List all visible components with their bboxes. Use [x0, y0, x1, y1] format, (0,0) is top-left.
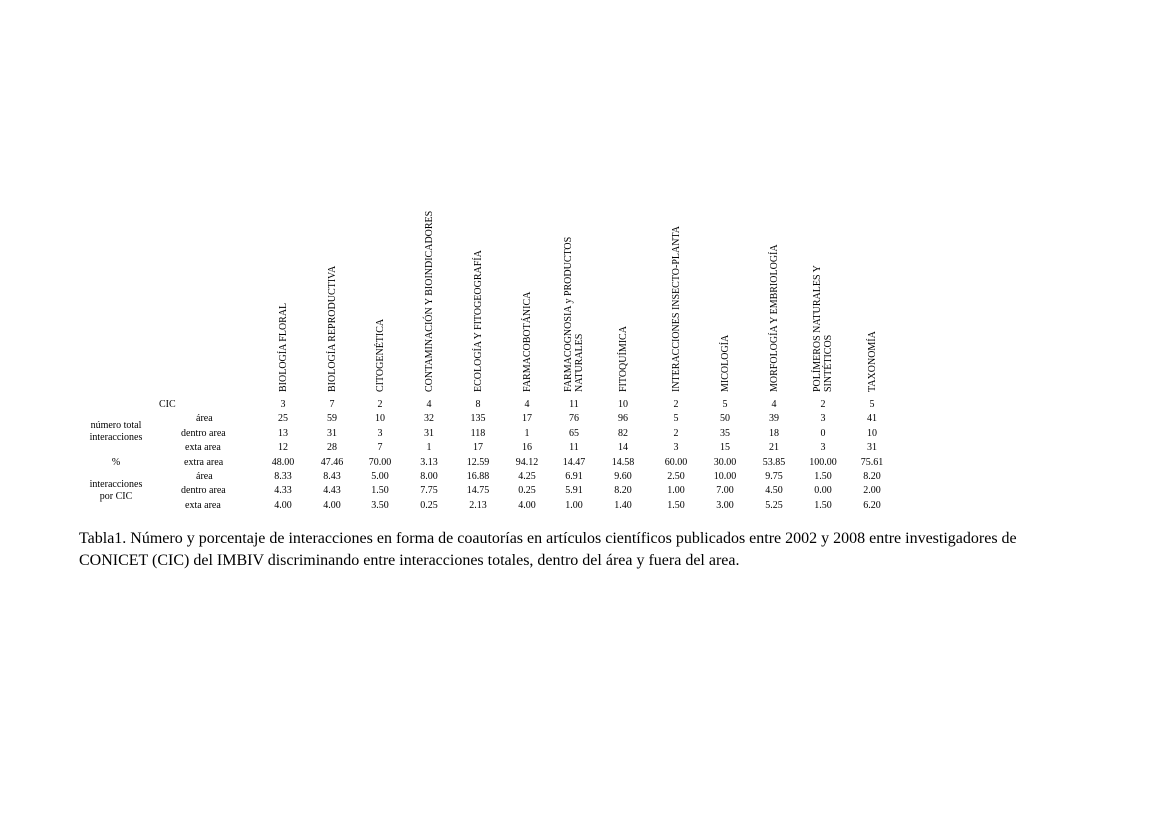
- column-header: [271, 192, 295, 392]
- column-header-line: MORFOLOGÍA Y EMBRIOLOGÍA: [768, 244, 780, 392]
- table-cell: 135: [470, 413, 486, 424]
- table-cell: 9.75: [765, 471, 783, 482]
- table-cell: 48.00: [271, 457, 295, 468]
- column-header-line: FITOQUÍMICA: [617, 326, 629, 392]
- table-cell: 1.00: [565, 500, 583, 511]
- table-cell: 60.00: [664, 457, 688, 468]
- table-cell: 3: [673, 442, 679, 453]
- table-cell: 3.00: [716, 500, 734, 511]
- table-cell: 6.20: [863, 500, 881, 511]
- table-cell: 3.13: [420, 457, 438, 468]
- table-cell: 3: [820, 442, 826, 453]
- table-cell: 4.00: [323, 500, 341, 511]
- table-cell: 100.00: [809, 457, 837, 468]
- column-header-line: SINTÉTICOS: [823, 334, 834, 392]
- row-label: dentro area: [181, 428, 226, 439]
- table-cell: 4.25: [518, 471, 536, 482]
- column-header: [860, 192, 884, 392]
- table-cell: 2.13: [469, 500, 487, 511]
- row-label: exta area: [185, 500, 221, 511]
- column-header-line: FARMACOGNOSIA y PRODUCTOS: [563, 236, 574, 392]
- table-cell: 1.40: [614, 500, 632, 511]
- column-header: [368, 192, 392, 392]
- column-header: [466, 192, 490, 392]
- table-cell: 2.50: [667, 471, 685, 482]
- table-cell: 2: [377, 399, 383, 410]
- table-cell: 4.33: [274, 485, 292, 496]
- table-cell: 50: [720, 413, 730, 424]
- group-label-line: interacciones: [89, 479, 143, 490]
- table-cell: 82: [618, 428, 628, 439]
- table-cell: 4.50: [765, 485, 783, 496]
- table-cell: 4.00: [518, 500, 536, 511]
- column-header-line: POLÍMEROS NATURALES Y: [812, 265, 823, 392]
- column-header: [664, 192, 688, 392]
- table-cell: 4: [426, 399, 432, 410]
- table-cell: 14.47: [562, 457, 586, 468]
- table-cell: 18: [769, 428, 779, 439]
- column-header: [611, 192, 635, 392]
- column-header-line: BIOLOGÍA REPRODUCTIVA: [326, 265, 338, 392]
- table-cell: 1: [524, 428, 530, 439]
- table-cell: 1.50: [814, 471, 832, 482]
- table-cell: 12.59: [466, 457, 490, 468]
- column-header-line: BIOLOGÍA FLORAL: [277, 302, 289, 392]
- table-cell: 2.00: [863, 485, 881, 496]
- table-cell: 35: [720, 428, 730, 439]
- table-cell: 7.75: [420, 485, 438, 496]
- table-cell: 0.25: [518, 485, 536, 496]
- row-group-label-percent: [76, 457, 156, 469]
- table-cell: 17: [522, 413, 532, 424]
- table-cell: 3.50: [371, 500, 389, 511]
- table-cell: 15: [720, 442, 730, 453]
- column-header-line: FARMACOBOTÁNICA: [521, 291, 533, 392]
- column-header: [562, 192, 586, 392]
- table-cell: 96: [618, 413, 628, 424]
- row-group-label-total: [76, 420, 156, 444]
- table-cell: 5.00: [371, 471, 389, 482]
- table-cell: 17: [473, 442, 483, 453]
- column-header: [713, 192, 737, 392]
- table-cell: 5: [722, 399, 728, 410]
- table-cell: 0.00: [814, 485, 832, 496]
- table-cell: 8.43: [323, 471, 341, 482]
- table-cell: 14.58: [611, 457, 635, 468]
- table-cell: 5: [869, 399, 875, 410]
- table-cell: 0: [820, 428, 826, 439]
- table-cell: 16.88: [466, 471, 490, 482]
- table-cell: 4.43: [323, 485, 341, 496]
- row-label: exta area: [185, 442, 221, 453]
- group-label-line: interacciones: [89, 432, 143, 443]
- table-cell: 76: [569, 413, 579, 424]
- table-cell: 11: [569, 399, 579, 410]
- column-header: [515, 192, 539, 392]
- column-header-line: CONTAMINACIÓN Y BIOINDICADORES: [423, 210, 435, 392]
- table-cell: 3: [377, 428, 383, 439]
- column-header-line: NATURALES: [574, 333, 585, 392]
- table-cell: 1: [426, 442, 432, 453]
- table-cell: 7: [329, 399, 335, 410]
- column-header: [320, 192, 344, 392]
- table-cell: 28: [327, 442, 337, 453]
- table-cell: 8.33: [274, 471, 292, 482]
- table-cell: 21: [769, 442, 779, 453]
- column-header-line: MICOLOGÍA: [719, 334, 731, 392]
- table-cell: 0.25: [420, 500, 438, 511]
- row-label: CIC: [159, 399, 176, 410]
- table-cell: 31: [867, 442, 877, 453]
- table-cell: 1.50: [371, 485, 389, 496]
- row-label: área: [196, 471, 213, 482]
- table-cell: 4.00: [274, 500, 292, 511]
- table-cell: 31: [327, 428, 337, 439]
- table-cell: 4: [524, 399, 530, 410]
- table-cell: 3: [820, 413, 826, 424]
- table-cell: 5.91: [565, 485, 583, 496]
- table-cell: 9.60: [614, 471, 632, 482]
- table-cell: 7.00: [716, 485, 734, 496]
- column-header: [417, 192, 441, 392]
- table-cell: 10: [618, 399, 628, 410]
- table-cell: 11: [569, 442, 579, 453]
- table-cell: 16: [522, 442, 532, 453]
- table-cell: 25: [278, 413, 288, 424]
- table-cell: 70.00: [368, 457, 392, 468]
- table-cell: 2: [673, 399, 679, 410]
- column-header: [762, 192, 786, 392]
- table-cell: 1.50: [667, 500, 685, 511]
- group-label-line: %: [111, 457, 121, 468]
- row-label: área: [196, 413, 213, 424]
- table-cell: 6.91: [565, 471, 583, 482]
- table-cell: 39: [769, 413, 779, 424]
- group-label-line: número total: [90, 420, 142, 431]
- table-cell: 59: [327, 413, 337, 424]
- row-label: extra area: [184, 457, 224, 468]
- table-cell: 10.00: [713, 471, 737, 482]
- table-cell: 10: [375, 413, 385, 424]
- row-label: dentro area: [181, 485, 226, 496]
- table-cell: 94.12: [515, 457, 539, 468]
- table-cell: 8: [475, 399, 481, 410]
- table-cell: 118: [470, 428, 486, 439]
- table-cell: 7: [377, 442, 383, 453]
- table-cell: 13: [278, 428, 288, 439]
- table-cell: 47.46: [320, 457, 344, 468]
- table-cell: 2: [820, 399, 826, 410]
- caption-text: Tabla1. Número y porcentaje de interacciones en forma de coautorías en artículos científicos publicados entre 2002 y 2008 entre investigadores de CONICET (CIC) del IMBIV discriminando entre interacciones totales, dentro del área y fuera del area.: [79, 530, 1017, 569]
- table-cell: 5: [673, 413, 679, 424]
- table-cell: 5.25: [765, 500, 783, 511]
- column-header-line: ECOLOGÍA Y FITOGEOGRAFÍA: [472, 250, 484, 392]
- table-cell: 8.20: [863, 471, 881, 482]
- table-cell: 4: [771, 399, 777, 410]
- column-header-line: CITOGENÉTICA: [374, 318, 386, 392]
- column-header: [811, 192, 835, 392]
- table-cell: 10: [867, 428, 877, 439]
- table-cell: 31: [424, 428, 434, 439]
- table-cell: 32: [424, 413, 434, 424]
- table-cell: 14.75: [466, 485, 490, 496]
- table-cell: 12: [278, 442, 288, 453]
- table-cell: 8.00: [420, 471, 438, 482]
- table-cell: 41: [867, 413, 877, 424]
- table-cell: 1.00: [667, 485, 685, 496]
- table-cell: 53.85: [762, 457, 786, 468]
- column-header-line: INTERACCIONES INSECTO-PLANTA: [670, 226, 682, 392]
- group-label-line: por CIC: [99, 491, 133, 502]
- table-cell: 65: [569, 428, 579, 439]
- table-cell: 14: [618, 442, 628, 453]
- table-cell: 3: [280, 399, 286, 410]
- table-caption: [79, 528, 1079, 572]
- table-cell: 75.61: [860, 457, 884, 468]
- table-cell: 30.00: [713, 457, 737, 468]
- table-cell: 1.50: [814, 500, 832, 511]
- table-cell: 8.20: [614, 485, 632, 496]
- table-cell: 2: [673, 428, 679, 439]
- column-header-line: TAXONOMÍA: [866, 331, 878, 392]
- row-group-label-per-cic: [76, 479, 156, 503]
